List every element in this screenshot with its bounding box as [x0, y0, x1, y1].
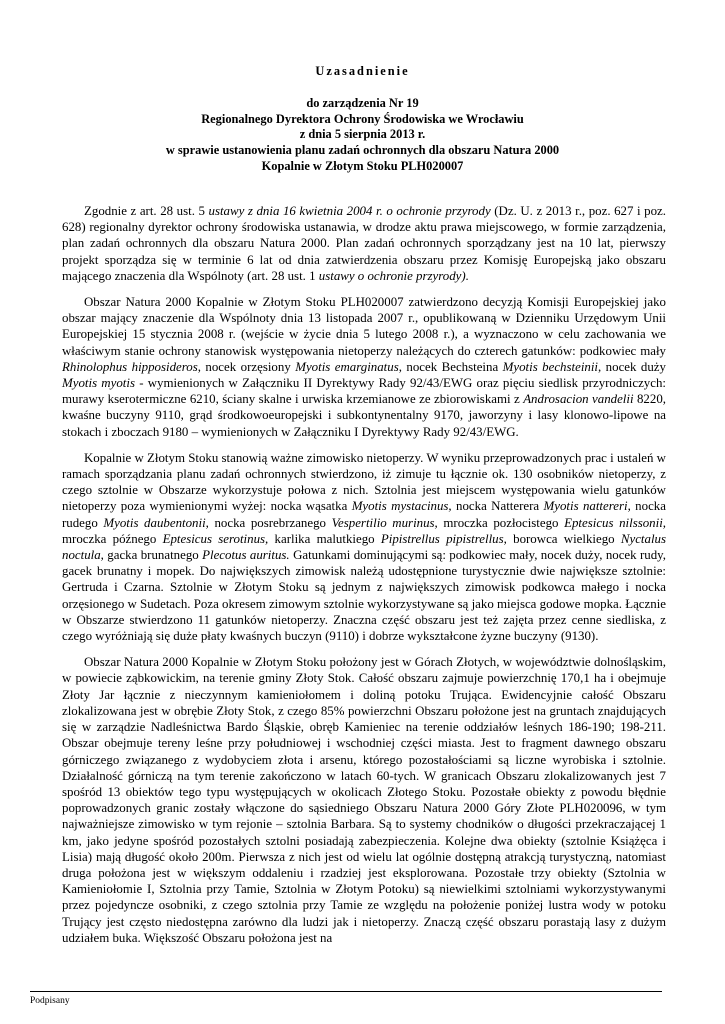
text-run: nocka rudego [62, 499, 666, 530]
text-run: karlika malutkiego [268, 531, 381, 546]
text-run: Zgodnie z art. 28 ust. 5 [84, 204, 209, 218]
text-run: , nocek Bechsteina [398, 359, 503, 374]
italic-text-run: Myotis emarginatus [295, 359, 399, 374]
italic-text-run: Nyctalus noctula, [62, 531, 666, 563]
text-run: gacka brunatnego [103, 548, 203, 563]
text-run: Obszar Natura 2000 Kopalnie w Złotym Stoku PLH020007 zatwierdzono decyzją Komisji Europejskiej jako obszar mający znaczenie dla Wspólnoty dnia 13 listopada 2007 r., opublikowaną w Dzienniku Urzędowym Unii Europejskiej 15 stycznia 2008 r. (wejście w życie dnia 5 lutego 2008 r.), a wyznaczono w celu zachowania we właściwym stanie ochrony stanowisk występowania nietoperzy należących do czterech gatunków: podkowiec mały [62, 295, 666, 358]
text-run: - wymienionych w Załączniku II Dyrektywy Rady 92/43/EWG oraz pięciu siedlisk przyrodniczych: murawy kserotermiczne 6210, ściany skalne i urwiska krzemianowe ze zbiorowiskami z [62, 376, 666, 407]
text-run: nocka posrebrzanego [208, 515, 332, 530]
body-paragraph [62, 654, 666, 946]
italic-text-run: Androsacion vandelii [523, 392, 634, 407]
body-paragraph [62, 203, 666, 284]
document-body [62, 203, 666, 946]
text-run: mroczka pozłocistego [437, 515, 565, 530]
italic-text-run: Rhinolophus hipposideros [62, 359, 198, 374]
italic-text-run: Myotis mystacinus, [351, 499, 452, 514]
document-heading: Uzasadnienie [315, 64, 410, 78]
title-line-date: z dnia 5 sierpnia 2013 r. [299, 127, 426, 142]
italic-text-run: ustawy o ochronie przyrody). [318, 268, 469, 283]
italic-text-run: Plecotus auritus. [202, 548, 290, 563]
italic-text-run: Myotis nattereri, [543, 499, 631, 514]
italic-text-run: Myotis bechsteinii [502, 359, 599, 374]
footer-divider [30, 991, 662, 992]
body-paragraph [62, 294, 666, 440]
italic-text-run: Pipistrellus pipistrellus, [380, 531, 507, 546]
italic-text-run: Myotis daubentonii, [103, 515, 209, 530]
italic-text-run: ustawy z dnia 16 kwietnia 2004 r. o ochronie przyrody [208, 204, 491, 218]
text-run: (Dz. U. z 2013 r., poz. 627 i poz. 628) regionalny dyrektor ochrony środowiska ustanawia, w drodze aktu prawa miejscowego, w formie zarządzenia, plan zadań ochronnych dla obszaru Natura 2000. Plan zadań ochronnych sporządzany jest na 10 lat, pierwszy projekt sporządza się w terminie 6 lat od dnia zatwierdzenia obszaru przez Komisję Europejską jako obszaru mającego znaczenia dla Wspólnoty (art. 28 ust. 1 [62, 204, 667, 283]
italic-text-run: Vespertilio murinus, [331, 515, 438, 530]
title-block [0, 64, 725, 175]
text-run: Obszar Natura 2000 Kopalnie w Złotym Stoku położony jest w Górach Złotych, w województwie dolnośląskim, w powiecie ząbkowickim, na terenie gminy Złoty Stok. Całość obszaru zajmuje powierzchnię 170,1 ha i obejmuje Złoty Jar łącznie z nieczynnym kamieniołomem i doliną potoku Trująca. Ewidencyjnie całość Obszaru zlokalizowana jest w obrębie Złoty Stok, z czego 85% powierzchni Obszaru położone jest na gruntach znajdujących się w zarządzie Nadleśnictwa Bardo Śląskie, obręb Kamieniec na terenie oddziałów leśnych 186-190; 198-211. Obszar obejmuje tereny leśne przy południowej i wschodniej części miasta. Jest to fragment dawnego obszaru górniczego związanego z wydobyciem złota i arsenu, którego pozostałościami są liczne wyrobiska i sztolnie. Działalność górniczą na tym terenie zakończono w latach 60-tych. W granicach Obszaru zlokalizowanych jest 7 spośród 13 obiektów tego typu występujących w okolicach Złotego Stoku. Pozostałe obiekty z powodu błędnie poprowadzonych granic zostały włączone do sąsiedniego Obszaru Natura 2000 Góry Złote PLH020096, w tym najważniejsze zimowisko w tym rejonie – sztolnia Barbara. Są to systemy chodników o długości przekraczającej 1 km, jako jedyne spośród pozostałych sztolni posiadają zabezpieczenia. Kolejne dwa obiekty (sztolnie Książęca i Lisia) mają długość około 200m. Pierwsza z nich jest od wielu lat ogólnie dostępną atrakcją turystyczną, natomiast druga położona jest w większym oddaleniu i rzadziej jest eksplorowana. Pozostałe trzy obiekty (Sztolnia w Kamieniołomie I, Sztolnia przy Tamie, Sztolnia w Złotym Potoku) są niewielkimi sztolniami wykorzystywanymi przez pojedyncze osobniki, z czego sztolnia przy Tamie ze względu na położenie poniżej lustra wody w potoku Trujący jest często niedostępna zarówno dla ludzi jak i nietoperzy. Znaczą część obszaru porastają lasy z dużym udziałem buka. Większość Obszaru położona jest na [62, 655, 666, 945]
text-run: mroczka późnego [62, 531, 163, 546]
text-run: borowca wielkiego [506, 531, 621, 546]
title-line-regulation: do zarządzenia Nr 19 [306, 95, 419, 110]
text-run: Kopalnie w Złotym Stoku stanowią ważne zimowisko nietoperzy. W wyniku przeprowadzonych prac i ustaleń w ramach sporządzania planu zadań ochronnych stwierdzono, iż zimuje tu łącznie ok. 130 osobników nietoperzy, z czego sztolnie w Obszarze wykorzystuje połowa z nich. Sztolnia jest miejscem występowania wielu gatunków nietoperzy poza wymienionymi wyżej: nocka wąsatka [62, 450, 666, 514]
text-run: nocka Natterera [451, 499, 544, 514]
text-run: , nocek duży [598, 359, 666, 374]
italic-text-run: Eptesicus serotinus, [162, 531, 269, 546]
title-line-subject: w sprawie ustanowienia planu zadań ochronnych dla obszaru Natura 2000 [165, 143, 560, 158]
text-run: Gatunkami dominującymi są: podkowiec mały, nocek duży, nocek rudy, gacek brunatny i mopek. Do największych zimowisk należą udostępnione turystycznie dwie największe sztolnie: Gertruda i Czarna. Sztolnie w Złotym Stoku są jednym z największych zimowisk podkowca małego i nocka orzęsionego w Sudetach. Poza okresem zimowym sztolnie wykorzystywane są jako miejsca godowe mopka. Łącznie w Obszarze stwierdzono 11 gatunków nietoperzy. Znaczna część obszaru jest też zajęta przez cenne siedliska, z czego wyróżniają się duże płaty kwaśnych buczyn (9110) i dobrze wykształcone żyzne buczyny (9130). [62, 548, 666, 644]
italic-text-run: Myotis myotis [62, 376, 135, 391]
title-line-site: Kopalnie w Złotym Stoku PLH020007 [261, 158, 464, 173]
text-run: , nocek orzęsiony [197, 359, 296, 374]
italic-text-run: Eptesicus nilssonii, [564, 515, 667, 530]
footer-signed-label: Podpisany [30, 996, 70, 1006]
title-line-authority: Regionalnego Dyrektora Ochrony Środowiska we Wrocławiu [201, 111, 524, 126]
text-run: 8220, kwaśne buczyny 9110, grąd środkowoeuropejski i subkontynentalny 9170, jaworzyny i lasy klonowo-lipowe na stokach i zboczach 9180 – wymienionych w Załączniku I Dyrektywy Rady 92/43/EWG. [62, 392, 666, 439]
body-paragraph [62, 450, 666, 644]
